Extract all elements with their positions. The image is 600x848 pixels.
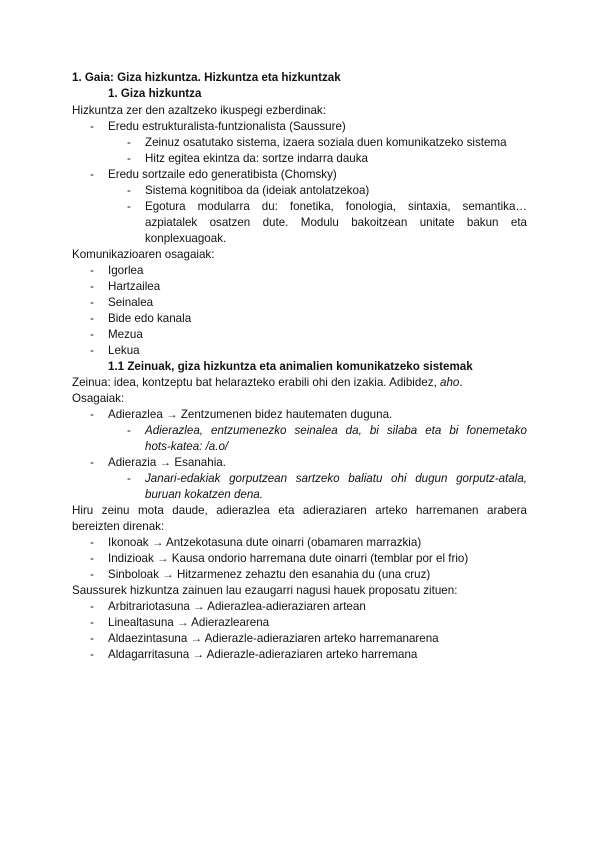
bullet-dash: - bbox=[90, 168, 94, 181]
list-item-adierazia: Adierazia → Esanahia. bbox=[108, 456, 226, 469]
section-heading-1-1: 1.1 Zeinuak, giza hizkuntza eta animalien komunikatzeko sistemak bbox=[108, 360, 473, 373]
list-item-osagaia: Igorlea bbox=[108, 264, 144, 277]
bullet-dash: - bbox=[90, 408, 94, 421]
list-item-zeinu-mota: Sinboloak → Hitzarmenez zehaztu den esanahia du (una cruz) bbox=[108, 568, 431, 581]
list-item-osagaia: Seinalea bbox=[108, 296, 154, 309]
list-item-eredu1: Eredu estrukturalista-funtzionalista (Saussure) bbox=[108, 120, 346, 133]
bullet-dash: - bbox=[127, 136, 131, 149]
bullet-dash: - bbox=[90, 552, 94, 565]
bullet-dash: - bbox=[90, 344, 94, 357]
zeinua-example: aho bbox=[440, 376, 460, 389]
paragraph-zeinua bbox=[72, 375, 463, 391]
bullet-dash: - bbox=[90, 536, 94, 549]
list-item-eredu2-sub1: Sistema kognitiboa da (ideiak antolatzekoa) bbox=[145, 184, 370, 197]
list-item-adierazlea: Adierazlea → Zentzumenen bidez hautematen duguna. bbox=[108, 408, 393, 421]
list-item-ezaugarria: Linealtasuna → Adierazlearena bbox=[108, 616, 270, 629]
bullet-dash: - bbox=[90, 312, 94, 325]
adierazia-example-line2: buruan kokatzen dena. bbox=[145, 488, 263, 501]
paragraph-komunikazioa: Komunikazioaren osagaiak: bbox=[72, 248, 215, 261]
adierazia-example-line1: Janari-edakiak gorputzean sartzeko baliatu ohi dugun gorputz-atala, bbox=[145, 472, 527, 485]
bullet-dash: - bbox=[127, 472, 131, 485]
bullet-dash: - bbox=[127, 200, 131, 213]
paragraph-hiru-line1: Hiru zeinu mota daude, adierazlea eta adieraziaren arteko harremanen arabera bbox=[72, 504, 527, 517]
list-item-eredu2-sub2-line3: konplexuagoak. bbox=[145, 232, 227, 245]
list-item-eredu2-sub2-line1: Egotura modularra du: fonetika, fonologia, sintaxia, semantika… bbox=[145, 200, 527, 213]
list-item-ezaugarria: Aldaezintasuna → Adierazle-adieraziaren arteko harremanarena bbox=[108, 632, 439, 645]
list-item-osagaia: Hartzailea bbox=[108, 280, 161, 293]
bullet-dash: - bbox=[90, 648, 94, 661]
list-item-zeinu-mota: Indizioak → Kausa ondorio harremana dute oinarri (temblar por el frio) bbox=[108, 552, 469, 565]
bullet-dash: - bbox=[90, 120, 94, 133]
paragraph-saussure: Saussurek hizkuntza zainuen lau ezaugarri nagusi hauek proposatu zituen: bbox=[72, 584, 458, 597]
list-item-zeinu-mota: Ikonoak → Antzekotasuna dute oinarri (obamaren marrazkia) bbox=[108, 536, 422, 549]
list-item-ezaugarria: Arbitrariotasuna → Adierazlea-adieraziaren artean bbox=[108, 600, 366, 613]
bullet-dash: - bbox=[90, 600, 94, 613]
zeinua-definition: Zeinua: idea, kontzeptu bat helarazteko erabili ohi den izakia. Adibidez, bbox=[72, 376, 441, 389]
list-item-osagaia: Lekua bbox=[108, 344, 140, 357]
list-item-ezaugarria: Aldagarritasuna → Adierazle-adieraziaren arteko harremana bbox=[108, 648, 418, 661]
paragraph-osagaiak: Osagaiak: bbox=[72, 392, 125, 405]
bullet-dash: - bbox=[127, 152, 131, 165]
adierazlea-example-line1: Adierazlea, entzumenezko seinalea da, bi silaba eta bi fonemetako bbox=[145, 424, 527, 437]
bullet-dash: - bbox=[90, 296, 94, 309]
list-item-eredu1-sub1: Zeinuz osatutako sistema, izaera soziala duen komunikatzeko sistema bbox=[145, 136, 507, 149]
list-item-eredu2: Eredu sortzaile edo generatibista (Chomsky) bbox=[108, 168, 337, 181]
bullet-dash: - bbox=[90, 616, 94, 629]
list-item-eredu2-sub2-line2: azpiatalek osatzen dute. Modulu bakoitzean unitate bakun eta bbox=[145, 216, 527, 229]
list-item-osagaia: Bide edo kanala bbox=[108, 312, 192, 325]
section-heading-1: 1. Giza hizkuntza bbox=[108, 87, 202, 100]
bullet-dash: - bbox=[90, 632, 94, 645]
bullet-dash: - bbox=[127, 424, 131, 437]
bullet-dash: - bbox=[90, 264, 94, 277]
zeinua-end: . bbox=[459, 376, 463, 389]
bullet-dash: - bbox=[90, 280, 94, 293]
adierazlea-example-line2: hots-katea: /a.o/ bbox=[145, 440, 229, 453]
list-item-osagaia: Mezua bbox=[108, 328, 143, 341]
paragraph-hiru-line2: bereizten direnak: bbox=[72, 520, 165, 533]
bullet-dash: - bbox=[90, 568, 94, 581]
list-item-eredu1-sub2: Hitz egitea ekintza da: sortze indarra dauka bbox=[145, 152, 368, 165]
document-title: 1. Gaia: Giza hizkuntza. Hizkuntza eta hizkuntzak bbox=[72, 71, 341, 84]
bullet-dash: - bbox=[90, 456, 94, 469]
bullet-dash: - bbox=[127, 184, 131, 197]
bullet-dash: - bbox=[90, 328, 94, 341]
paragraph-ikuspegi: Hizkuntza zer den azaltzeko ikuspegi ezberdinak: bbox=[72, 104, 326, 117]
